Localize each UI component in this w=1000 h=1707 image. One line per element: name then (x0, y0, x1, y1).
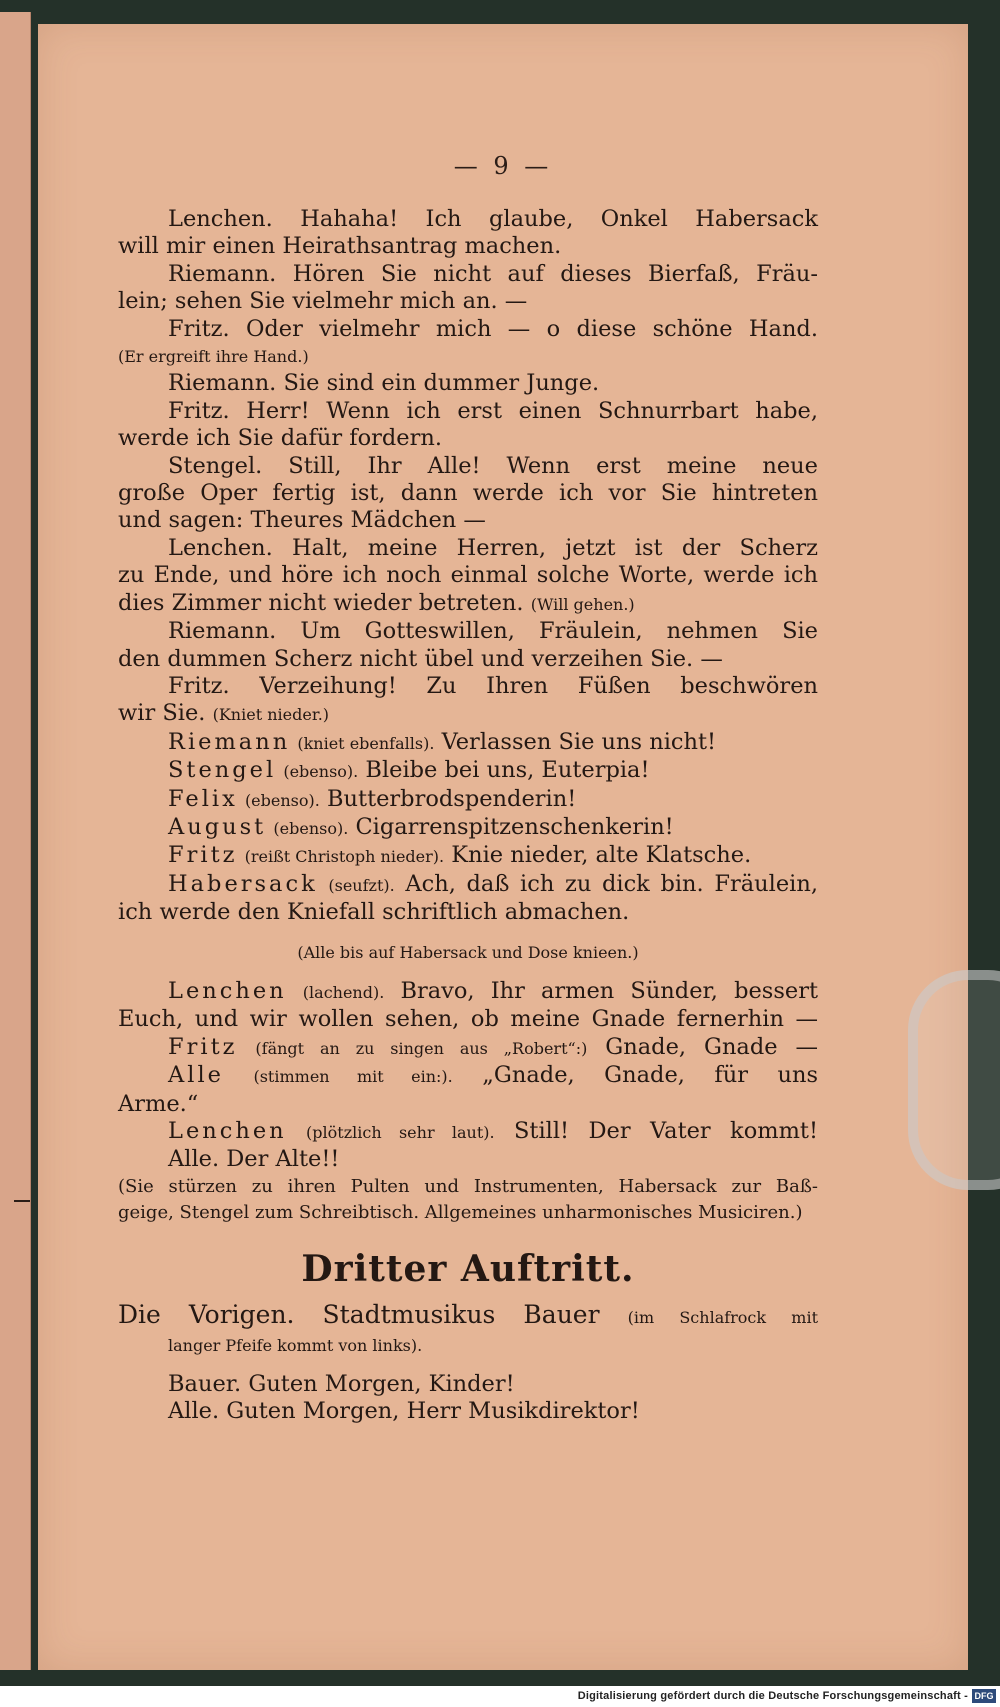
book-page (38, 24, 968, 1670)
text-line: will mir einen Heirathsantrag machen. (118, 233, 562, 260)
text-line (118, 700, 818, 728)
line-text: Verlassen Sie uns nicht! (441, 728, 717, 755)
play-text (118, 206, 818, 1426)
text-line (118, 729, 818, 757)
text-line (118, 842, 818, 870)
text-line: zu Ende, und höre ich noch einmal solche Worte, werde ich (118, 562, 818, 589)
text-line: Arme.“ (118, 1090, 199, 1117)
stage-direction: (reißt Christoph nieder). (244, 847, 445, 867)
text-line (118, 1118, 818, 1146)
stage-direction: (Er ergreift ihre Hand.) (118, 347, 309, 367)
line-text: Cigarrenspitzenschenkerin! (355, 813, 674, 840)
speaker: Fritz (168, 842, 238, 869)
speaker: August (168, 813, 267, 840)
line-text: Gnade, Gnade — (605, 1033, 819, 1060)
left-page-edge (0, 12, 31, 1670)
text-line (118, 871, 818, 899)
speaker: Lenchen (168, 977, 287, 1004)
text-line: und sagen: Theures Mädchen — (118, 507, 486, 534)
stage-direction: (Alle bis auf Habersack und Dose knieen.) (297, 942, 639, 962)
stage-direction: langer Pfeife kommt von links). (168, 1335, 423, 1355)
text-line: Lenchen. Hahaha! Ich glaube, Onkel Habersack (168, 206, 818, 232)
text-line: Alle. Der Alte!! (168, 1146, 340, 1173)
footer-bar (0, 1686, 1000, 1707)
stage-direction: (ebenso). (273, 818, 349, 838)
line-text: Still! Der Vater kommt! (514, 1118, 818, 1144)
stage-direction: (im Schlafrock mit (627, 1308, 818, 1328)
stage-direction: (lachend). (302, 982, 385, 1002)
text-line: Fritz. Oder vielmehr mich — o diese schöne Hand. (168, 315, 818, 342)
scene-heading: Dritter Auftritt. (301, 1247, 635, 1290)
dfg-logo-icon: DFG (972, 1689, 996, 1703)
stage-direction: (Will gehen.) (530, 594, 635, 614)
text-line: Fritz. Verzeihung! Zu Ihren Füßen beschwören (168, 672, 818, 699)
speaker: Habersack (168, 870, 318, 897)
stage-direction: (seufzt). (328, 875, 395, 895)
stage-direction: (Sie stürzen zu ihren Pulten und Instrumenten, Habersack zur Baß- (118, 1175, 818, 1197)
text-line: Riemann. Hören Sie nicht auf dieses Bierfaß, Fräu- (168, 260, 818, 287)
text-line: Lenchen. Halt, meine Herren, jetzt ist der Scherz (168, 534, 818, 561)
stage-direction: (fängt an zu singen aus „Robert“:) (255, 1038, 588, 1058)
text-line: große Oper fertig ist, dann werde ich vor Sie hintreten (118, 480, 818, 507)
speaker: Stengel (168, 757, 277, 784)
line-text: Bleibe bei uns, Euterpia! (365, 757, 650, 784)
line-text: Knie nieder, alte Klatsche. (451, 842, 752, 869)
text-line (118, 978, 818, 1006)
speaker: Riemann (168, 728, 291, 755)
line-text: dies Zimmer nicht wieder betreten. (118, 589, 524, 616)
text-line: Euch, und wir wollen sehen, ob meine Gnade fernerhin — (118, 1006, 818, 1033)
margin-mark (14, 1200, 30, 1202)
text-line (118, 1062, 818, 1090)
light-reflection (908, 970, 1000, 1190)
text-line: Alle. Guten Morgen, Herr Musikdirektor! (168, 1398, 640, 1425)
text-line: Riemann. Um Gotteswillen, Fräulein, nehmen Sie (168, 618, 818, 645)
speaker: Fritz (168, 1033, 238, 1060)
line-text: „Gnade, Gnade, für uns (482, 1062, 818, 1089)
text-line: ich werde den Kniefall schriftlich abmachen. (118, 899, 630, 926)
text-line: lein; sehen Sie vielmehr mich an. — (118, 288, 528, 315)
text-line: Stengel. Still, Ihr Alle! Wenn erst meine neue (168, 452, 818, 479)
text-line: Fritz. Herr! Wenn ich erst einen Schnurrbart habe, (168, 397, 818, 424)
speaker: Lenchen (168, 1118, 287, 1144)
line-text: Die Vorigen. Stadtmusikus Bauer (118, 1300, 600, 1330)
line-text: Butterbrodspenderin! (327, 785, 577, 812)
funding-credit: Digitalisierung gefördert durch die Deutsche Forschungsgemeinschaft - (577, 1690, 968, 1702)
text-line (118, 1034, 818, 1062)
text-line (118, 590, 818, 618)
text-line: den dummen Scherz nicht übel und verzeihen Sie. — (118, 645, 723, 672)
stage-direction: (Kniet nieder.) (212, 705, 330, 725)
speaker: Felix (168, 785, 238, 812)
text-line: Bauer. Guten Morgen, Kinder! (168, 1371, 515, 1398)
text-line (118, 814, 818, 842)
stage-direction: (stimmen mit ein:). (253, 1067, 453, 1087)
stage-direction: geige, Stengel zum Schreibtisch. Allgemeines unharmonisches Musiciren.) (118, 1201, 803, 1223)
text-line (118, 1301, 818, 1331)
text-line: Riemann. Sie sind ein dummer Junge. (168, 370, 600, 397)
line-text: wir Sie. (118, 700, 206, 727)
line-text: Bravo, Ihr armen Sünder, bessert (400, 977, 819, 1004)
text-line (118, 757, 818, 785)
stage-direction: (ebenso). (283, 762, 359, 782)
stage-direction: (kniet ebenfalls). (297, 733, 435, 753)
line-text: Ach, daß ich zu dick bin. Fräulein, (405, 870, 818, 897)
speaker: Alle (168, 1062, 224, 1089)
stage-direction: (plötzlich sehr laut). (306, 1123, 495, 1142)
text-line (118, 786, 818, 814)
page-number: — 9 — (453, 152, 553, 180)
stage-direction: (ebenso). (244, 790, 320, 810)
text-line: werde ich Sie dafür fordern. (118, 425, 443, 452)
